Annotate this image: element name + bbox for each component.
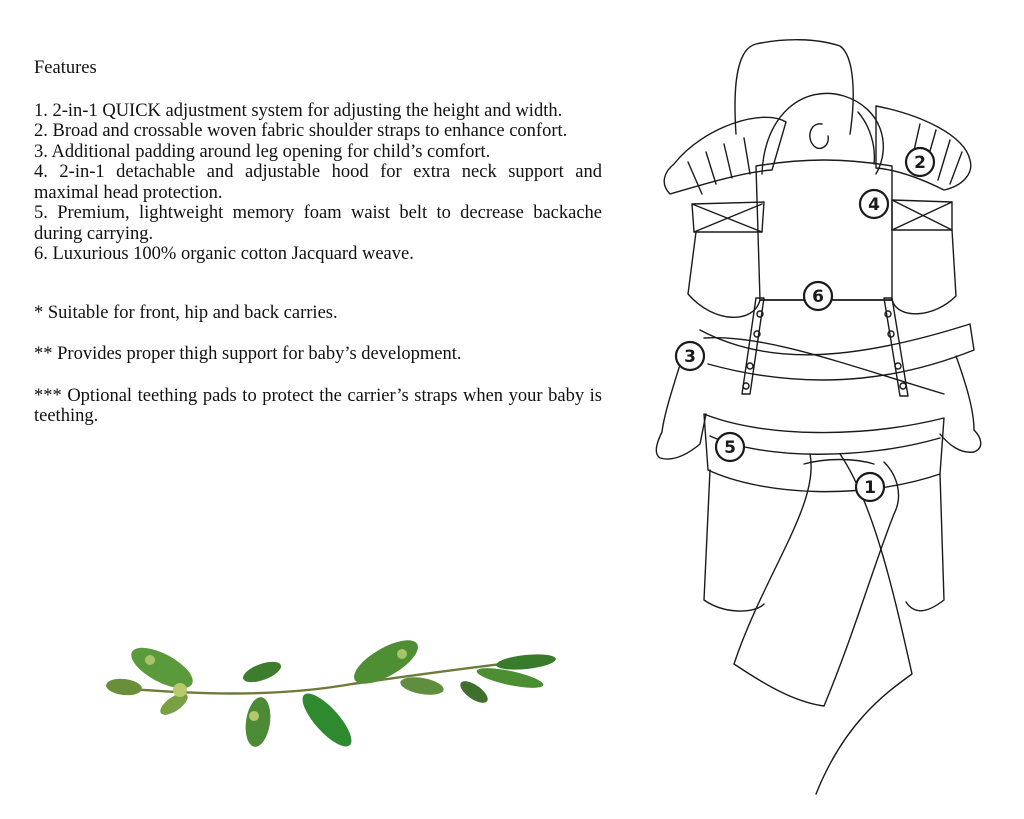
feature-item-2: 2. Broad and crossable woven fabric shoulder straps to enhance confort.	[34, 121, 568, 141]
note-3: *** Optional teething pads to protect the carrier’s straps when your baby is teething.	[34, 385, 602, 426]
callout-1-number: 1	[864, 478, 876, 498]
feature-item-6: 6. Luxurious 100% organic cotton Jacquard weave.	[34, 244, 414, 264]
callout-4-number: 4	[868, 195, 880, 215]
callout-1	[856, 473, 884, 501]
note-1: * Suitable for front, hip and back carries.	[34, 302, 338, 323]
note-2: ** Provides proper thigh support for baby’s development.	[34, 344, 462, 364]
features-heading: Features	[34, 58, 97, 78]
callout-5-number: 5	[724, 438, 736, 458]
notes-section	[34, 303, 602, 427]
callout-3-number: 3	[684, 347, 696, 367]
feature-item-5: 5. Premium, lightweight memory foam waist belt to decrease backache during carrying.	[34, 203, 602, 244]
leaf-branch-decoration	[102, 632, 564, 758]
callout-5	[716, 433, 744, 461]
callout-6-number: 6	[812, 287, 824, 307]
callout-6	[804, 282, 832, 310]
features-text	[34, 58, 602, 448]
callout-markers	[644, 34, 986, 819]
callout-2	[906, 148, 934, 176]
feature-item-3: 3. Additional padding around leg opening for child’s comfort.	[34, 141, 491, 162]
callout-4	[860, 190, 888, 218]
callout-3	[676, 342, 704, 370]
feature-item-4: 4. 2-in-1 detachable and adjustable hood for extra neck support and maximal head protection.	[34, 162, 602, 203]
feature-item-1: 1. 2-in-1 QUICK adjustment system for adjusting the height and width.	[34, 100, 563, 121]
callout-2-number: 2	[914, 153, 926, 173]
